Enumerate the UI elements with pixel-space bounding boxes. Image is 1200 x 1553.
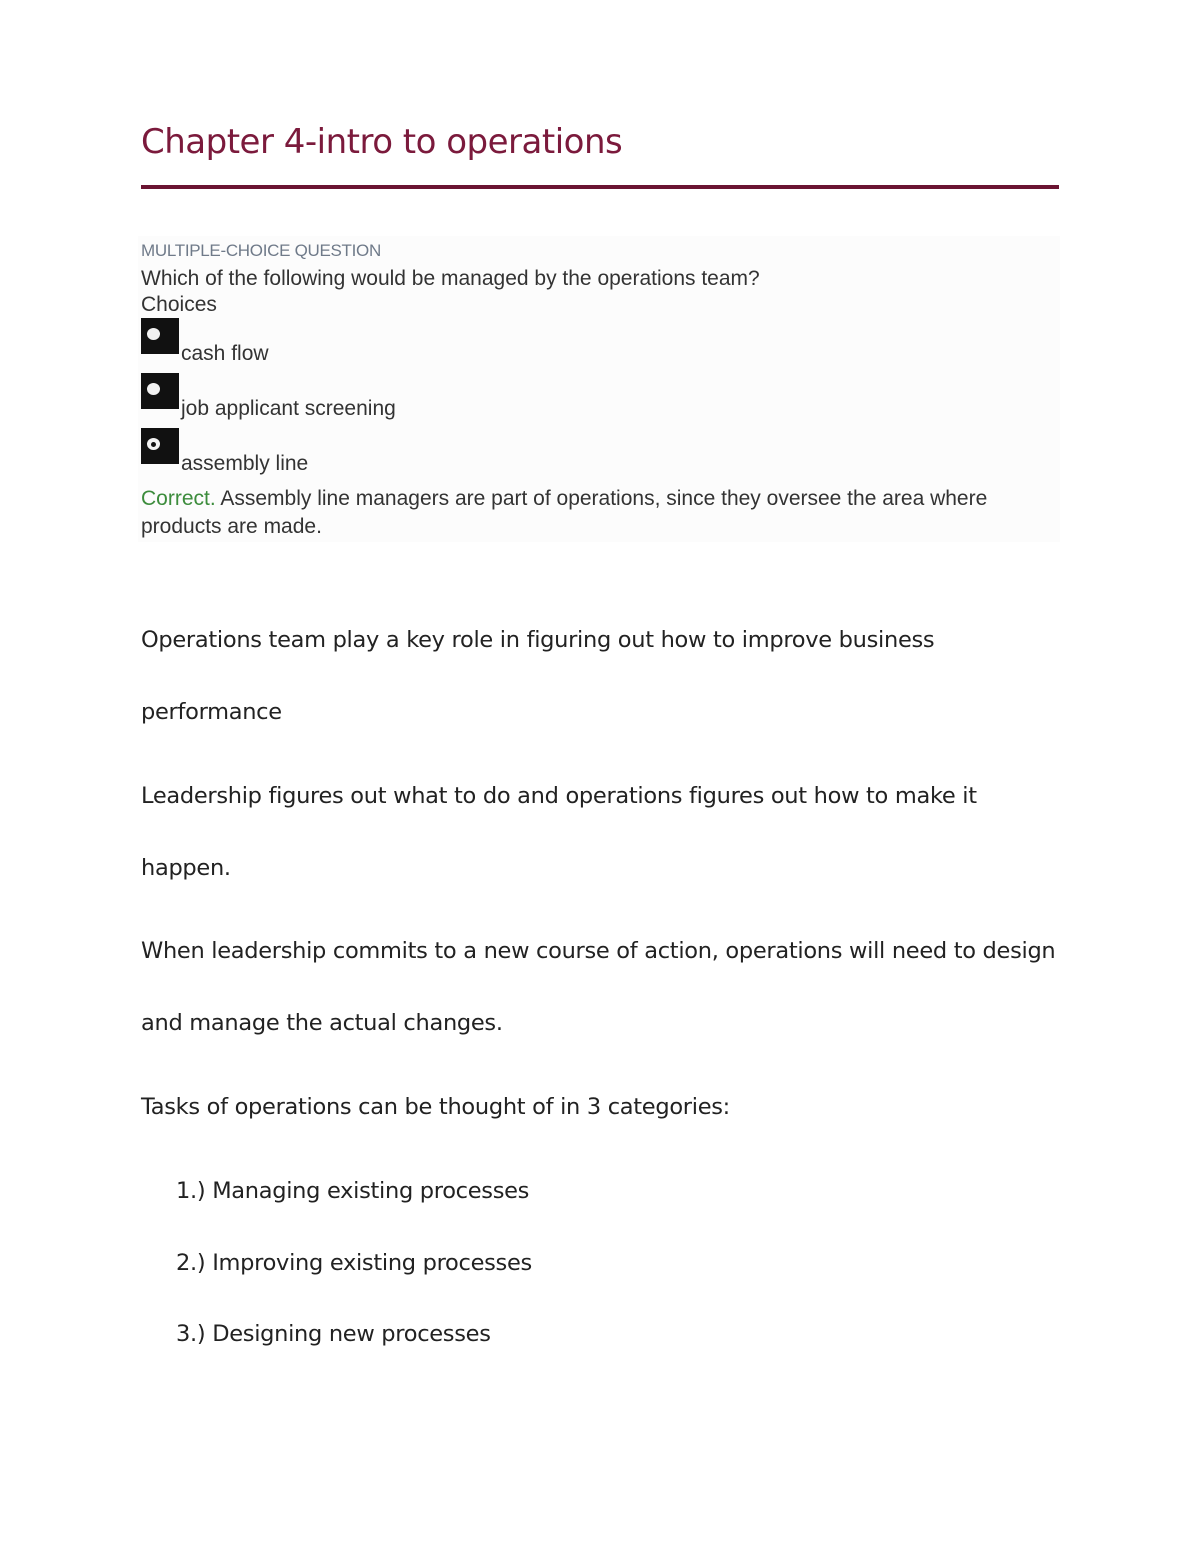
page-title: Chapter 4-intro to operations: [141, 122, 623, 162]
radio-unselected-icon: [147, 383, 160, 395]
radio-unselected-icon: [147, 328, 160, 340]
choice-label: job applicant screening: [181, 397, 396, 420]
question-type-label: MULTIPLE-CHOICE QUESTION: [141, 241, 381, 260]
notes-paragraph: When leadership commits to a new course of action, operations will need to design and manage the actual changes.: [141, 938, 1056, 1036]
list-item: 3.) Designing new processes: [176, 1321, 491, 1347]
notes-paragraph: Leadership figures out what to do and operations figures out how to make it happen.: [141, 783, 977, 881]
notes-paragraph: Tasks of operations can be thought of in 3 categories:: [141, 1094, 730, 1120]
feedback-explanation: Assembly line managers are part of operations, since they oversee the area where products are made.: [141, 487, 988, 538]
categories-list: [176, 1170, 532, 1385]
radio-button[interactable]: [141, 428, 179, 464]
radio-button[interactable]: [141, 373, 179, 409]
answer-feedback: [141, 485, 1041, 541]
choice-option[interactable]: [141, 428, 741, 476]
title-divider: [141, 185, 1059, 189]
notes-paragraph: Operations team play a key role in figuring out how to improve business performance: [141, 627, 935, 725]
choice-label: assembly line: [181, 452, 309, 475]
choices-label: Choices: [141, 293, 217, 316]
radio-selected-icon: [147, 438, 160, 450]
choice-option[interactable]: [141, 318, 741, 366]
list-item: 1.) Managing existing processes: [176, 1178, 530, 1204]
question-text: Which of the following would be managed by the operations team?: [141, 267, 760, 290]
feedback-status: Correct.: [141, 487, 216, 510]
radio-button[interactable]: [141, 318, 179, 354]
quiz-card: [138, 236, 1060, 542]
list-item: 2.) Improving existing processes: [176, 1249, 532, 1276]
choice-label: cash flow: [181, 342, 269, 365]
choice-option[interactable]: [141, 373, 741, 421]
